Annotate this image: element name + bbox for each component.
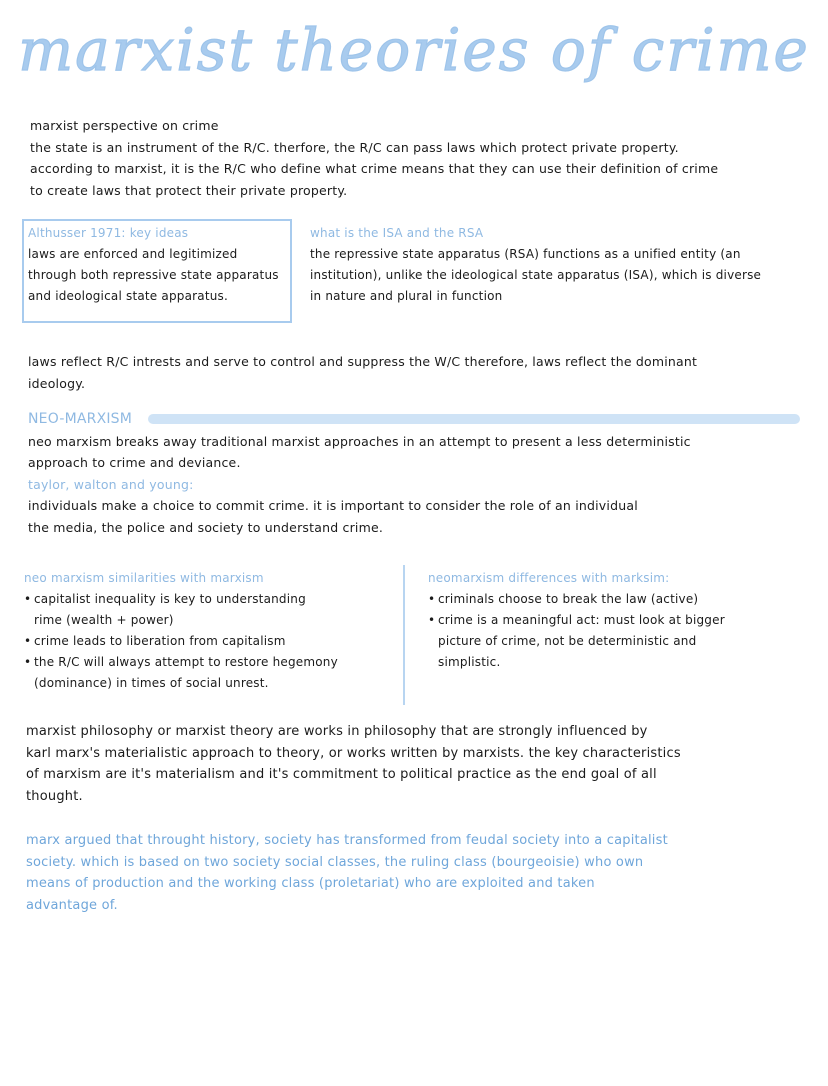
isa-rsa-section <box>310 223 810 307</box>
list-item-text: simplistic. <box>438 655 501 669</box>
list-item-text: • crime is a meaningful act: must look at bigger <box>438 613 725 627</box>
list-item <box>428 610 813 673</box>
isa-rsa-heading: what is the ISA and the RSA <box>310 226 484 240</box>
althusser-heading: Althusser 1971: key ideas <box>28 226 189 240</box>
laws-reflect-line: ideology. <box>28 375 86 391</box>
taylor-line: individuals make a choice to commit crime. it is important to consider the role of an individual <box>28 498 638 513</box>
neo-marxism-line: neo marxism breaks away traditional marxist approaches in an attempt to present a less deterministic <box>28 433 691 449</box>
similarities-list <box>24 589 399 694</box>
list-item <box>428 589 813 610</box>
title-text: marxist theories of crime <box>18 16 810 84</box>
differences-heading: neomarxism differences with marksim: <box>428 571 670 585</box>
column-divider <box>403 565 405 705</box>
list-item-text: • crime leads to liberation from capitalism <box>34 634 286 648</box>
similarities-section <box>24 568 399 694</box>
page-title <box>0 0 828 96</box>
similarities-heading: neo marxism similarities with marxism <box>24 571 264 585</box>
history-line: means of production and the working class (proletariat) who are exploited and taken <box>26 876 595 891</box>
isa-rsa-line: in nature and plural in function <box>310 289 503 303</box>
neo-marxism-section <box>28 409 818 538</box>
history-line: marx argued that throught history, society has transformed from feudal society into a capitalist <box>26 833 668 848</box>
list-item-text: (dominance) in times of social unrest. <box>34 676 269 690</box>
list-item <box>24 631 399 652</box>
philosophy-line: karl marx's materialistic approach to theory, or works written by marxists. the key characteristics <box>26 745 681 761</box>
list-item-text: • the R/C will always attempt to restore hegemony <box>34 655 338 669</box>
althusser-line: and ideological state apparatus. <box>28 289 229 303</box>
list-item-text: • criminals choose to break the law (active) <box>438 592 699 606</box>
philosophy-line: marxist philosophy or marxist theory are works in philosophy that are strongly influenced by <box>26 724 648 739</box>
althusser-line: laws are enforced and legitimized <box>28 247 238 261</box>
history-line: advantage of. <box>26 897 118 913</box>
taylor-line: the media, the police and society to understand crime. <box>28 519 384 535</box>
list-item-text: rime (wealth + power) <box>34 613 174 627</box>
laws-reflect-section <box>28 351 808 394</box>
list-item <box>24 589 399 631</box>
laws-reflect-line: laws reflect R/C intrests and serve to control and suppress the W/C therefore, laws reflect the dominant <box>28 354 698 369</box>
neo-marxism-heading: NEO-MARXISM <box>28 411 133 427</box>
list-item <box>24 652 399 694</box>
intro-heading: marxist perspective on crime <box>30 118 219 133</box>
intro-line: according to marxist, it is the R/C who define what crime means that they can use their definition of crime <box>30 161 719 176</box>
neo-marxism-line: approach to crime and deviance. <box>28 455 241 470</box>
isa-rsa-line: the repressive state apparatus (RSA) functions as a unified entity (an <box>310 247 741 261</box>
isa-rsa-line: institution), unlike the ideological state apparatus (ISA), which is diverse <box>310 268 762 282</box>
philosophy-line: thought. <box>26 788 83 804</box>
philosophy-line: of marxism are it's materialism and it's commitment to political practice as the end goal of all <box>26 767 657 782</box>
althusser-section <box>28 223 296 307</box>
intro-line: to create laws that protect their private property. <box>30 182 348 198</box>
philosophy-section <box>26 721 816 807</box>
althusser-line: through both repressive state apparatus <box>28 268 279 282</box>
list-item-text: picture of crime, not be deterministic and <box>438 634 697 648</box>
differences-section <box>428 568 813 673</box>
taylor-walton-young-heading: taylor, walton and young: <box>28 476 194 492</box>
differences-list <box>428 589 813 673</box>
intro-line: the state is an instrument of the R/C. therfore, the R/C can pass laws which protect private property. <box>30 139 679 155</box>
history-line: society. which is based on two society social classes, the ruling class (bourgeoisie) who own <box>26 854 644 870</box>
intro-section <box>30 115 810 201</box>
list-item-text: • capitalist inequality is key to understanding <box>34 592 306 606</box>
history-section <box>26 830 816 916</box>
